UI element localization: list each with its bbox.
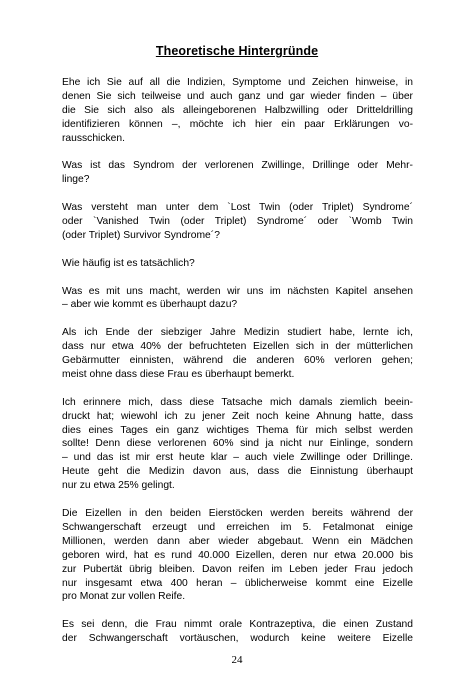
text-line: druckt hat; wiewohl ich zu jener Zeit noch keine Ahnung hatte, dass xyxy=(62,410,413,422)
text-line: (oder Triplet) Survivor Syndrome´? xyxy=(62,229,220,241)
text-line: Schwangerschaft erzeugt und erreichen im 5. Fetalmonat einige xyxy=(62,521,413,533)
text-line: zur Pubertät übrig bleiben. Davon reifen im Leben jeder Frau jedoch xyxy=(62,563,413,575)
text-line: denen Sie sich teilweise und auch ganz und gar wieder finden – über xyxy=(62,90,413,102)
text-line: – aber wie kommt es überhaupt dazu? xyxy=(62,299,238,311)
text-line: linge? xyxy=(62,174,90,186)
paragraph xyxy=(62,326,413,382)
paragraph xyxy=(62,618,413,646)
page-number: 24 xyxy=(231,654,243,666)
text-line: Ehe ich Sie auf all die Indizien, Symptome und Zeichen hinweise, in xyxy=(62,77,413,88)
text-line: Was es mit uns macht, werden wir uns im nächsten Kapitel ansehen xyxy=(62,285,413,297)
paragraph xyxy=(62,159,413,187)
text-line: dies eines Tages ein ganz wichtiges Thema für mich selbst werden xyxy=(62,424,413,436)
text-line: Als ich Ende der siebziger Jahre Medizin studiert habe, lernte ich, xyxy=(62,327,413,339)
paragraph xyxy=(62,507,413,604)
text-line: oder `Vanished Twin (oder Triplet) Syndrome´ oder `Womb Twin xyxy=(62,216,413,228)
text-line: Millionen, werden dann aber wieder abgebaut. Wenn ein Mädchen xyxy=(62,535,413,547)
text-line: Gebärmutter einnisten, während die anderen 60% verloren gehen; xyxy=(62,355,413,367)
text-line: Die Eizellen in den beiden Eierstöcken werden bereits während der xyxy=(62,507,413,519)
text-line: dass nur etwa 40% der befruchteten Eizellen sich in der mütterlichen xyxy=(62,341,413,353)
text-line: nur zu etwa 25% gelingt. xyxy=(62,480,175,492)
text-line: die Sie sich also als alleingeborenen Halbzwilling oder Dritteldrilling xyxy=(62,104,413,116)
text-line: Ich erinnere mich, dass diese Tatsache mich damals ziemlich beein- xyxy=(62,396,413,408)
text-line: Es sei denn, die Frau nimmt orale Kontrazeptiva, die einen Zustand xyxy=(62,619,413,631)
text-line: geboren wird, hat es rund 40.000 Eizellen, deren nur etwa 20.000 bis xyxy=(62,549,413,561)
text-line: – und das ist mir erst heute klar – auch viele Zwillinge oder Drillinge. xyxy=(62,452,413,464)
text-line: pro Monat zur vollen Reife. xyxy=(62,591,186,603)
paragraph xyxy=(62,257,413,271)
text-line: Heute geht die Medizin davon aus, dass die Einnistung überhaupt xyxy=(62,466,413,478)
paragraph xyxy=(62,76,413,146)
text-line: identifizieren können –, möchte ich hier ein paar Erklärungen vo- xyxy=(62,118,413,130)
body-text xyxy=(62,76,413,660)
paragraph xyxy=(62,396,413,493)
text-line: sollte! Denn diese verlorenen 60% sind ja nicht nur Einlinge, sondern xyxy=(62,438,413,450)
text-line: der Schwangerschaft vortäuschen, wodurch keine weitere Eizelle xyxy=(62,633,413,645)
text-line: meist ohne dass diese Frau es überhaupt bemerkt. xyxy=(62,368,295,380)
page-title: Theoretische Hintergründe xyxy=(155,44,319,58)
text-line: Was versteht man unter dem `Lost Twin (oder Triplet) Syndrome´ xyxy=(62,202,413,214)
paragraph xyxy=(62,285,413,313)
paragraph xyxy=(62,201,413,243)
text-line: Wie häufig ist es tatsächlich? xyxy=(62,257,195,269)
text-line: nur insgesamt etwa 400 heran – üblicherweise kommt eine Eizelle xyxy=(62,577,413,589)
text-line: Was ist das Syndrom der verlorenen Zwillinge, Drillinge oder Mehr- xyxy=(62,160,413,172)
text-line: rausschicken. xyxy=(62,132,125,144)
